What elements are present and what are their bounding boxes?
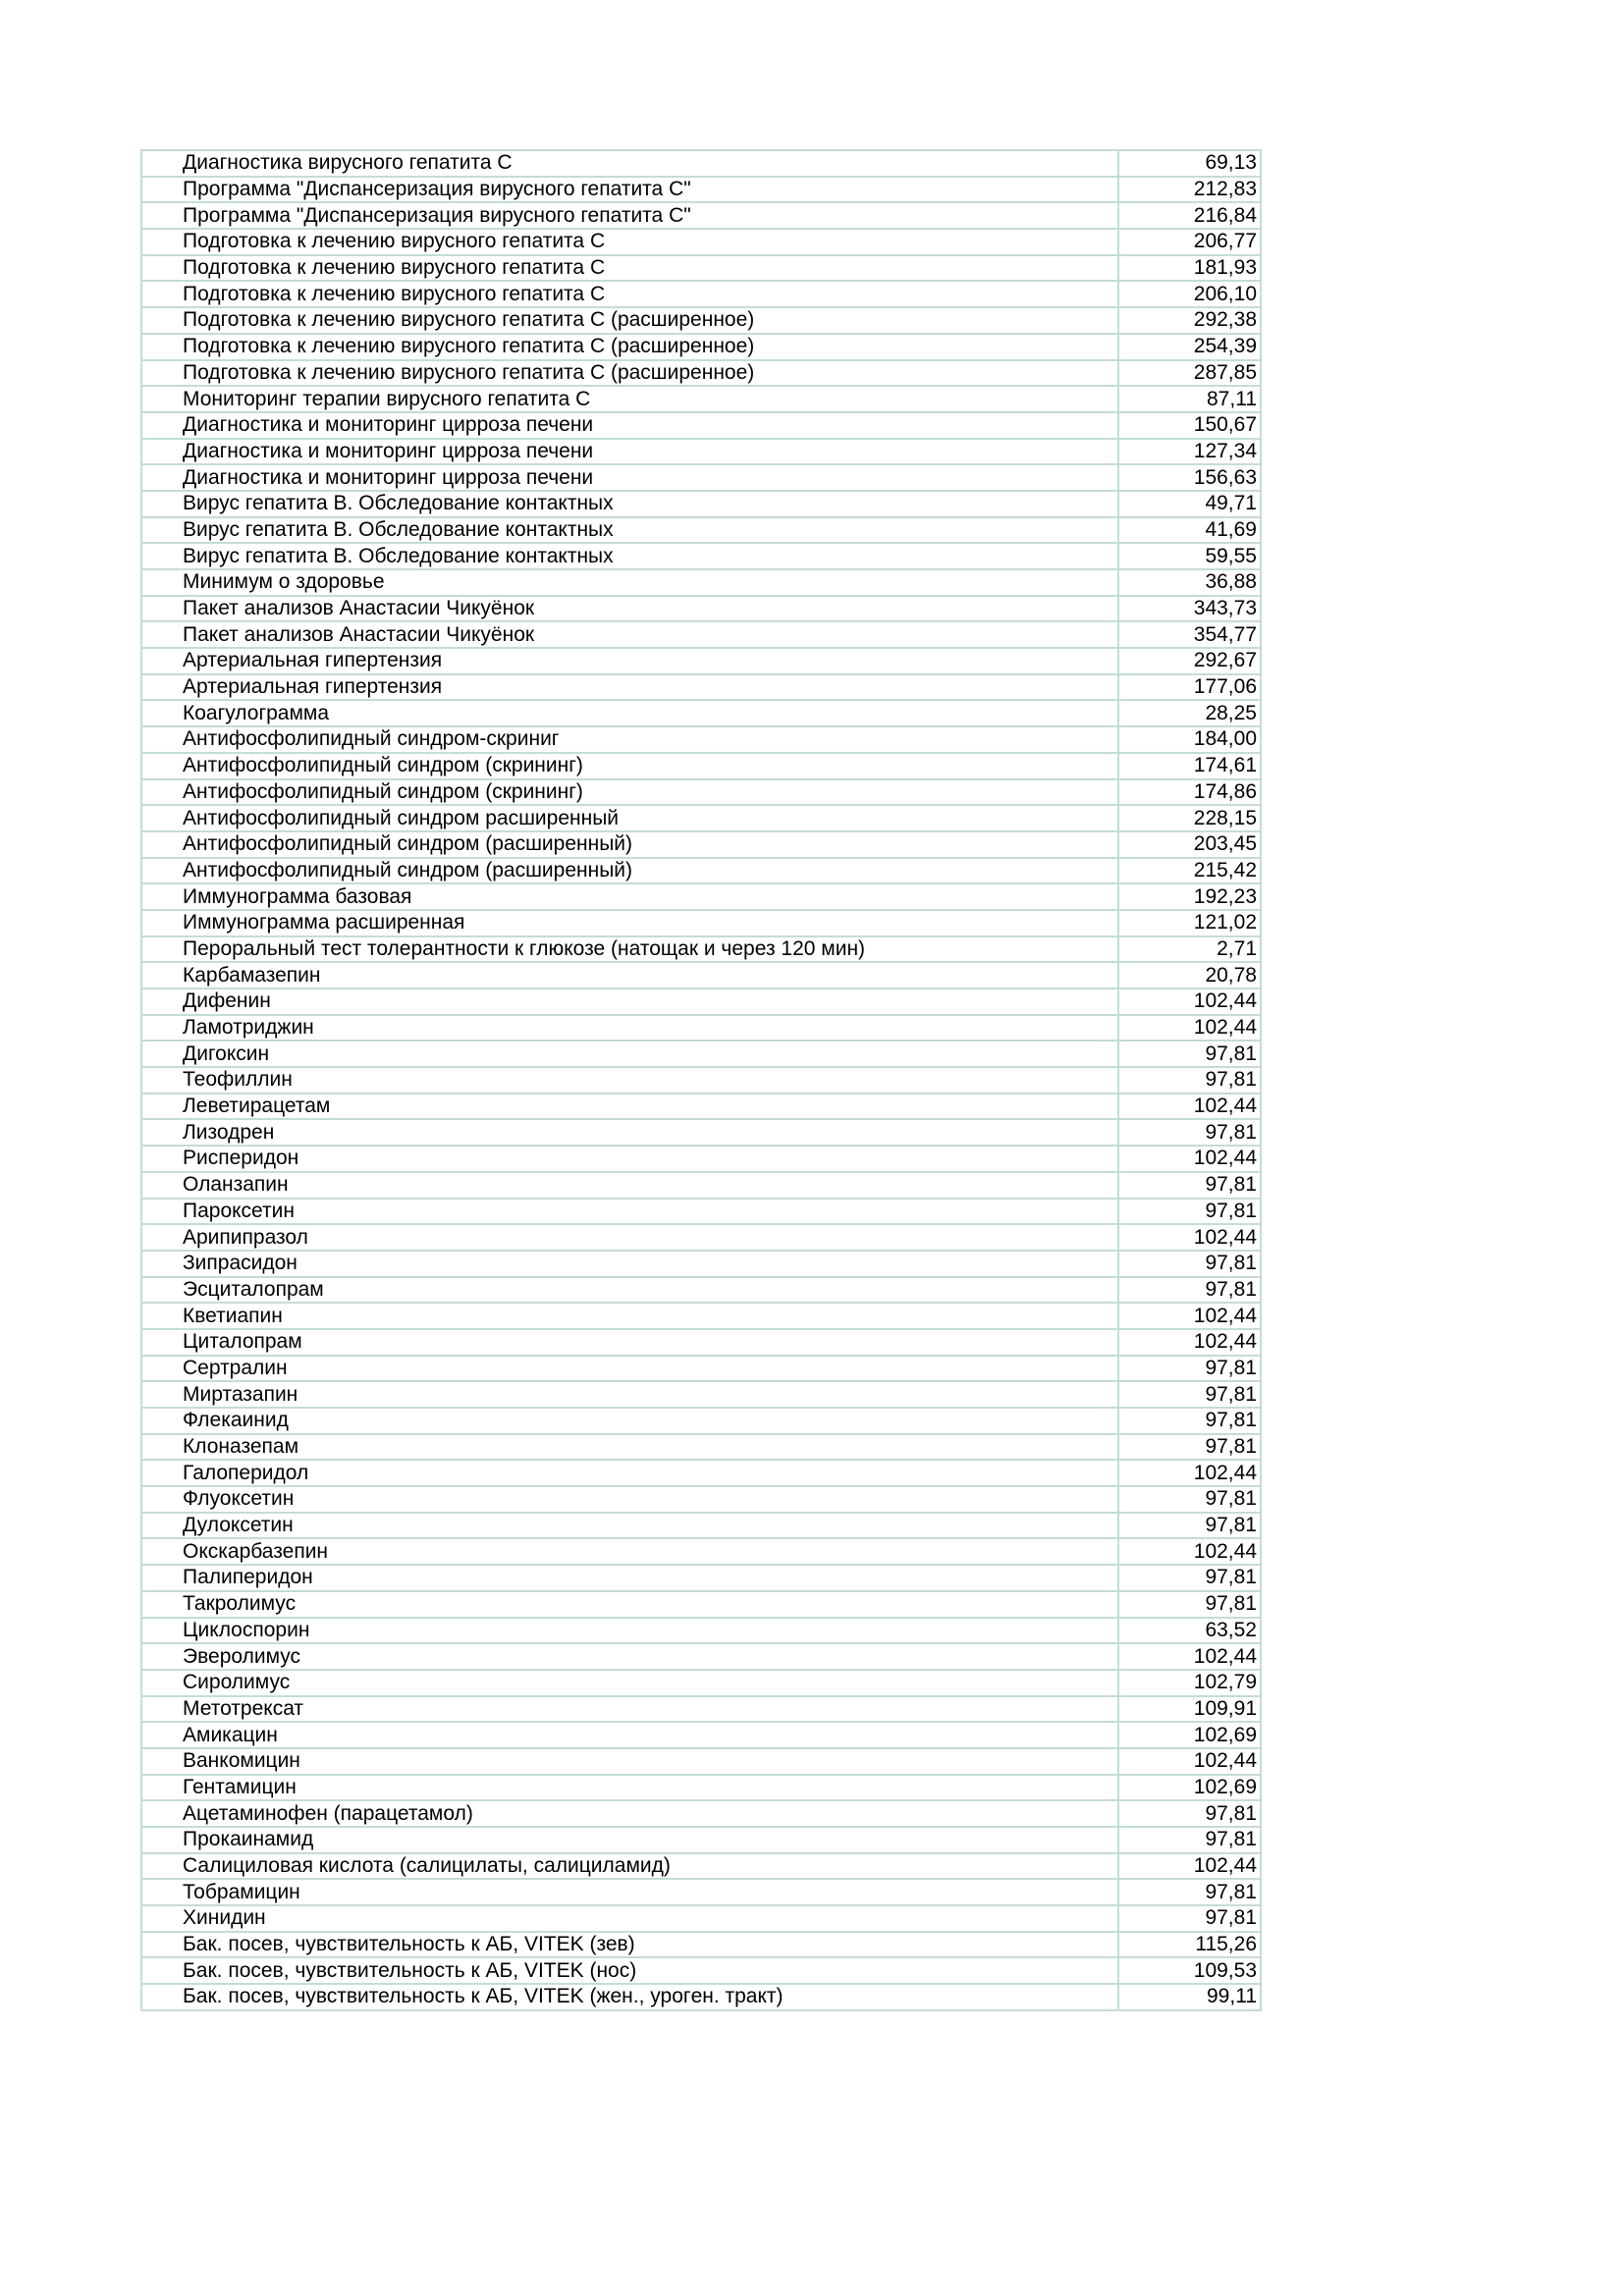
- price-cell: 292,38: [1118, 307, 1261, 334]
- table-row: [141, 1800, 1261, 1827]
- service-name-cell: Подготовка к лечению вирусного гепатита С (расширенное): [141, 307, 1118, 334]
- price-cell: 36,88: [1118, 569, 1261, 596]
- service-name-cell: Циклоспорин: [141, 1618, 1118, 1644]
- table-row: [141, 1775, 1261, 1801]
- service-name-cell: Амикацин: [141, 1722, 1118, 1748]
- service-name-cell: Миртазапин: [141, 1381, 1118, 1408]
- table-row: [141, 1251, 1261, 1277]
- service-name-cell: Сертралин: [141, 1356, 1118, 1382]
- table-row: [141, 569, 1261, 596]
- service-name-cell: Антифосфолипидный синдром (скрининг): [141, 779, 1118, 806]
- table-row: [141, 1827, 1261, 1853]
- price-cell: 102,44: [1118, 1146, 1261, 1172]
- price-cell: 102,44: [1118, 988, 1261, 1015]
- table-row: [141, 229, 1261, 255]
- table-row: [141, 910, 1261, 936]
- service-name-cell: Карбамазепин: [141, 962, 1118, 988]
- price-cell: 97,81: [1118, 1827, 1261, 1853]
- price-cell: 97,81: [1118, 1800, 1261, 1827]
- table-row: [141, 1408, 1261, 1434]
- service-name-cell: Флуоксетин: [141, 1486, 1118, 1513]
- table-row: [141, 334, 1261, 360]
- service-name-cell: Сиролимус: [141, 1670, 1118, 1696]
- price-cell: 216,84: [1118, 202, 1261, 229]
- price-cell: 177,06: [1118, 674, 1261, 701]
- table-row: [141, 1565, 1261, 1591]
- table-row: [141, 412, 1261, 439]
- table-row: [141, 1905, 1261, 1932]
- service-name-cell: Иммунограмма расширенная: [141, 910, 1118, 936]
- service-name-cell: Эсциталопрам: [141, 1277, 1118, 1304]
- service-name-cell: Подготовка к лечению вирусного гепатита С (расширенное): [141, 360, 1118, 387]
- table-row: [141, 1722, 1261, 1748]
- table-row: [141, 439, 1261, 465]
- price-cell: 63,52: [1118, 1618, 1261, 1644]
- table-row: [141, 1538, 1261, 1565]
- table-row: [141, 1119, 1261, 1146]
- price-cell: 97,81: [1118, 1879, 1261, 1905]
- price-cell: 102,44: [1118, 1538, 1261, 1565]
- table-row: [141, 621, 1261, 648]
- service-name-cell: Диагностика и мониторинг цирроза печени: [141, 439, 1118, 465]
- price-cell: 97,81: [1118, 1067, 1261, 1094]
- price-cell: 87,11: [1118, 386, 1261, 412]
- service-name-cell: Гентамицин: [141, 1775, 1118, 1801]
- service-name-cell: Артериальная гипертензия: [141, 648, 1118, 674]
- table-row: [141, 1329, 1261, 1356]
- price-cell: 97,81: [1118, 1905, 1261, 1932]
- price-cell: 102,44: [1118, 1643, 1261, 1670]
- price-cell: 174,61: [1118, 753, 1261, 779]
- service-name-cell: Рисперидон: [141, 1146, 1118, 1172]
- price-cell: 97,81: [1118, 1565, 1261, 1591]
- table-row: [141, 281, 1261, 307]
- service-name-cell: Бак. посев, чувствительность к АБ, VITEK (жен., урогeн. тракт): [141, 1984, 1118, 2010]
- table-row: [141, 1015, 1261, 1041]
- service-name-cell: Коагулограмма: [141, 700, 1118, 726]
- price-cell: 212,83: [1118, 177, 1261, 203]
- table-row: [141, 1041, 1261, 1067]
- service-name-cell: Бак. посев, чувствительность к АБ, VITEK (зев): [141, 1932, 1118, 1958]
- price-cell: 206,77: [1118, 229, 1261, 255]
- price-cell: 228,15: [1118, 805, 1261, 831]
- service-name-cell: Теофиллин: [141, 1067, 1118, 1094]
- table-row: [141, 1146, 1261, 1172]
- service-name-cell: Тобрамицин: [141, 1879, 1118, 1905]
- table-row: [141, 177, 1261, 203]
- service-name-cell: Минимум о здоровье: [141, 569, 1118, 596]
- service-name-cell: Мониторинг терапии вирусного гепатита С: [141, 386, 1118, 412]
- price-cell: 343,73: [1118, 596, 1261, 622]
- service-name-cell: Антифосфолипидный синдром (расширенный): [141, 831, 1118, 858]
- table-row: [141, 962, 1261, 988]
- price-cell: 102,44: [1118, 1329, 1261, 1356]
- table-row: [141, 1199, 1261, 1225]
- table-row: [141, 255, 1261, 282]
- price-cell: 97,81: [1118, 1408, 1261, 1434]
- service-name-cell: Салициловая кислота (салицилаты, салициламид): [141, 1853, 1118, 1880]
- price-cell: 206,10: [1118, 281, 1261, 307]
- price-cell: 97,81: [1118, 1251, 1261, 1277]
- service-name-cell: Вирус гепатита В. Обследование контактных: [141, 543, 1118, 569]
- price-cell: 97,81: [1118, 1434, 1261, 1461]
- price-cell: 97,81: [1118, 1486, 1261, 1513]
- price-cell: 150,67: [1118, 412, 1261, 439]
- price-cell: 254,39: [1118, 334, 1261, 360]
- table-row: [141, 1748, 1261, 1775]
- service-name-cell: Пакет анализов Анастасии Чикуёнок: [141, 621, 1118, 648]
- table-row: [141, 674, 1261, 701]
- service-name-cell: Такролимус: [141, 1591, 1118, 1618]
- table-row: [141, 1277, 1261, 1304]
- price-cell: 99,11: [1118, 1984, 1261, 2010]
- service-name-cell: Зипрасидон: [141, 1251, 1118, 1277]
- table-row: [141, 1984, 1261, 2010]
- service-name-cell: Диагностика и мониторинг цирроза печени: [141, 412, 1118, 439]
- service-name-cell: Антифосфолипидный синдром расширенный: [141, 805, 1118, 831]
- price-cell: 156,63: [1118, 464, 1261, 491]
- price-cell: 97,81: [1118, 1356, 1261, 1382]
- price-cell: 69,13: [1118, 150, 1261, 177]
- price-cell: 102,44: [1118, 1303, 1261, 1329]
- service-name-cell: Прокаинамид: [141, 1827, 1118, 1853]
- price-cell: 49,71: [1118, 491, 1261, 517]
- price-cell: 102,44: [1118, 1224, 1261, 1251]
- table-row: [141, 1486, 1261, 1513]
- table-row: [141, 1094, 1261, 1120]
- table-row: [141, 700, 1261, 726]
- service-name-cell: Клоназепам: [141, 1434, 1118, 1461]
- price-cell: 28,25: [1118, 700, 1261, 726]
- table-row: [141, 596, 1261, 622]
- service-name-cell: Антифосфолипидный синдром (скрининг): [141, 753, 1118, 779]
- service-name-cell: Галоперидол: [141, 1460, 1118, 1486]
- service-name-cell: Кветиапин: [141, 1303, 1118, 1329]
- service-name-cell: Иммунограмма базовая: [141, 883, 1118, 910]
- price-cell: 97,81: [1118, 1041, 1261, 1067]
- price-cell: 292,67: [1118, 648, 1261, 674]
- service-name-cell: Окскарбазепин: [141, 1538, 1118, 1565]
- table-row: [141, 150, 1261, 177]
- price-cell: 109,53: [1118, 1957, 1261, 1984]
- table-row: [141, 1303, 1261, 1329]
- service-name-cell: Артериальная гипертензия: [141, 674, 1118, 701]
- service-name-cell: Леветирацетам: [141, 1094, 1118, 1120]
- price-cell: 121,02: [1118, 910, 1261, 936]
- service-name-cell: Диагностика и мониторинг цирроза печени: [141, 464, 1118, 491]
- price-cell: 192,23: [1118, 883, 1261, 910]
- table-row: [141, 1957, 1261, 1984]
- price-cell: 184,00: [1118, 726, 1261, 753]
- table-row: [141, 883, 1261, 910]
- table-row: [141, 1224, 1261, 1251]
- table-row: [141, 360, 1261, 387]
- table-row: [141, 1067, 1261, 1094]
- service-name-cell: Дифенин: [141, 988, 1118, 1015]
- service-name-cell: Палиперидон: [141, 1565, 1118, 1591]
- table-row: [141, 1853, 1261, 1880]
- price-cell: 215,42: [1118, 858, 1261, 884]
- price-cell: 2,71: [1118, 936, 1261, 963]
- table-row: [141, 1618, 1261, 1644]
- table-row: [141, 202, 1261, 229]
- service-name-cell: Подготовка к лечению вирусного гепатита С: [141, 255, 1118, 282]
- price-cell: 97,81: [1118, 1277, 1261, 1304]
- price-cell: 287,85: [1118, 360, 1261, 387]
- table-row: [141, 1932, 1261, 1958]
- table-row: [141, 1381, 1261, 1408]
- price-cell: 97,81: [1118, 1381, 1261, 1408]
- table-row: [141, 491, 1261, 517]
- price-cell: 41,69: [1118, 517, 1261, 544]
- price-table-body: [141, 150, 1261, 2010]
- service-name-cell: Дигоксин: [141, 1041, 1118, 1067]
- price-cell: 97,81: [1118, 1172, 1261, 1199]
- service-name-cell: Вирус гепатита В. Обследование контактных: [141, 517, 1118, 544]
- price-cell: 102,44: [1118, 1460, 1261, 1486]
- price-cell: 102,69: [1118, 1722, 1261, 1748]
- table-row: [141, 464, 1261, 491]
- service-name-cell: Эверолимус: [141, 1643, 1118, 1670]
- table-row: [141, 1356, 1261, 1382]
- price-cell: 20,78: [1118, 962, 1261, 988]
- service-name-cell: Хинидин: [141, 1905, 1118, 1932]
- table-row: [141, 779, 1261, 806]
- price-cell: 102,44: [1118, 1094, 1261, 1120]
- service-name-cell: Ванкомицин: [141, 1748, 1118, 1775]
- price-cell: 59,55: [1118, 543, 1261, 569]
- service-name-cell: Вирус гепатита В. Обследование контактных: [141, 491, 1118, 517]
- table-row: [141, 805, 1261, 831]
- price-table: [140, 149, 1262, 2011]
- table-row: [141, 543, 1261, 569]
- table-row: [141, 988, 1261, 1015]
- table-row: [141, 1172, 1261, 1199]
- table-row: [141, 1434, 1261, 1461]
- service-name-cell: Циталопрам: [141, 1329, 1118, 1356]
- table-row: [141, 648, 1261, 674]
- table-row: [141, 753, 1261, 779]
- service-name-cell: Подготовка к лечению вирусного гепатита С: [141, 229, 1118, 255]
- service-name-cell: Диагностика вирусного гепатита С: [141, 150, 1118, 177]
- table-row: [141, 1460, 1261, 1486]
- price-cell: 102,79: [1118, 1670, 1261, 1696]
- table-row: [141, 831, 1261, 858]
- price-cell: 102,69: [1118, 1775, 1261, 1801]
- table-row: [141, 517, 1261, 544]
- service-name-cell: Пакет анализов Анастасии Чикуёнок: [141, 596, 1118, 622]
- price-cell: 203,45: [1118, 831, 1261, 858]
- price-cell: 97,81: [1118, 1513, 1261, 1539]
- price-cell: 97,81: [1118, 1199, 1261, 1225]
- table-row: [141, 1513, 1261, 1539]
- service-name-cell: Подготовка к лечению вирусного гепатита С (расширенное): [141, 334, 1118, 360]
- service-name-cell: Антифосфолипидный синдром-скриниг: [141, 726, 1118, 753]
- service-name-cell: Ацетаминофен (парацетамол): [141, 1800, 1118, 1827]
- price-cell: 354,77: [1118, 621, 1261, 648]
- table-row: [141, 1591, 1261, 1618]
- service-name-cell: Лизодрен: [141, 1119, 1118, 1146]
- service-name-cell: Пероральный тест толерантности к глюкозе (натощак и через 120 мин): [141, 936, 1118, 963]
- table-row: [141, 307, 1261, 334]
- table-row: [141, 386, 1261, 412]
- service-name-cell: Бак. посев, чувствительность к АБ, VITEK (нос): [141, 1957, 1118, 1984]
- service-name-cell: Программа "Диспансеризация вирусного гепатита С": [141, 177, 1118, 203]
- table-row: [141, 1643, 1261, 1670]
- service-name-cell: Арипипразол: [141, 1224, 1118, 1251]
- table-row: [141, 936, 1261, 963]
- service-name-cell: Подготовка к лечению вирусного гепатита С: [141, 281, 1118, 307]
- price-cell: 115,26: [1118, 1932, 1261, 1958]
- table-row: [141, 1670, 1261, 1696]
- price-cell: 181,93: [1118, 255, 1261, 282]
- price-cell: 102,44: [1118, 1853, 1261, 1880]
- service-name-cell: Программа "Диспансеризация вирусного гепатита С": [141, 202, 1118, 229]
- price-cell: 97,81: [1118, 1119, 1261, 1146]
- table-row: [141, 726, 1261, 753]
- table-row: [141, 858, 1261, 884]
- price-cell: 102,44: [1118, 1748, 1261, 1775]
- price-cell: 102,44: [1118, 1015, 1261, 1041]
- table-row: [141, 1696, 1261, 1723]
- table-row: [141, 1879, 1261, 1905]
- service-name-cell: Флекаинид: [141, 1408, 1118, 1434]
- service-name-cell: Метотрексат: [141, 1696, 1118, 1723]
- service-name-cell: Антифосфолипидный синдром (расширенный): [141, 858, 1118, 884]
- price-cell: 109,91: [1118, 1696, 1261, 1723]
- service-name-cell: Оланзапин: [141, 1172, 1118, 1199]
- price-cell: 127,34: [1118, 439, 1261, 465]
- price-cell: 174,86: [1118, 779, 1261, 806]
- service-name-cell: Дулоксетин: [141, 1513, 1118, 1539]
- service-name-cell: Пароксетин: [141, 1199, 1118, 1225]
- service-name-cell: Ламотриджин: [141, 1015, 1118, 1041]
- price-cell: 97,81: [1118, 1591, 1261, 1618]
